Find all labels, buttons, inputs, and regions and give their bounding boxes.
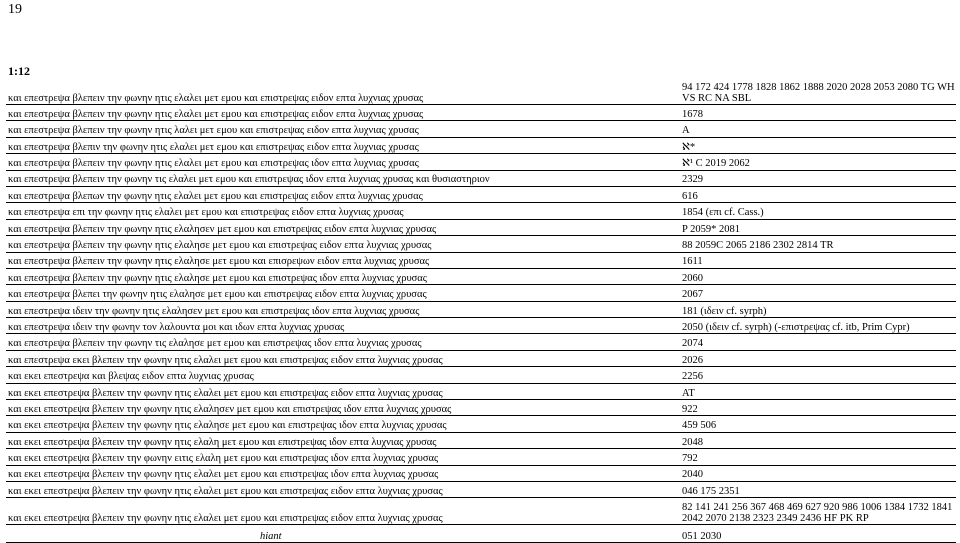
variant-row bbox=[6, 203, 956, 219]
variant-row bbox=[6, 121, 956, 137]
variant-text: και εκει επεστρεψα βλεπειν την φωνην ητις ελαλη μετ εμου και επιστρεψας ιδον επτα λυχνιας χρυσας bbox=[6, 432, 678, 448]
variant-text: και επεστρεψα βλεπειν την φωνην τις ελαλησε μετ εμου και επιστρεψας ιδον επτα λυχνιας χρυσας bbox=[6, 334, 678, 350]
witness-list: 82 141 241 256 367 468 469 627 920 986 1006 1384 1732 1841 2042 2070 2138 2323 2349 2436 HF PK RP bbox=[678, 498, 956, 525]
variant-row bbox=[6, 432, 956, 448]
witness-list: 2048 bbox=[678, 432, 956, 448]
variant-row bbox=[6, 318, 956, 334]
variant-row bbox=[6, 334, 956, 350]
variant-row bbox=[6, 236, 956, 252]
variant-text: και επεστρεψα βλεπειν την φωνην ητις ελαλησε μετ εμου και επισρεψων ειδον επτα λυχνιας χρυσας bbox=[6, 252, 678, 268]
variant-row bbox=[6, 285, 956, 301]
witness-list: 459 506 bbox=[678, 416, 956, 432]
variant-row bbox=[6, 252, 956, 268]
witness-list: A bbox=[678, 121, 956, 137]
variant-text: και εκει επεστρεψα βλεπειν την φωνην ητις ελαλησε μετ εμου και επιστρεψας ιδον επτα λυχνιας χρυσας bbox=[6, 416, 678, 432]
variant-row bbox=[6, 350, 956, 366]
variant-row bbox=[6, 367, 956, 383]
page-number: 19 bbox=[8, 2, 22, 17]
witness-list: 922 bbox=[678, 400, 956, 416]
variant-row bbox=[6, 481, 956, 497]
witness-list: 616 bbox=[678, 186, 956, 202]
witness-list: 2329 bbox=[678, 170, 956, 186]
witness-list: 94 172 424 1778 1828 1862 1888 2020 2028 2053 2080 TG WH VS RC NA SBL bbox=[678, 78, 956, 105]
variant-row bbox=[6, 154, 956, 170]
variant-text: και επεστρεψα βλεπων την φωνην ητις ελαλει μετ εμου και επιστρεψας ειδον επτα λυχνιας χρυσας bbox=[6, 186, 678, 202]
variant-row bbox=[6, 465, 956, 481]
variant-row bbox=[6, 105, 956, 121]
variant-text: και επεστρεψα βλεπιν την φωνην ητις ελαλει μετ εμου και επιστρεψας ειδον επτα λυχνιας χρυσας bbox=[6, 137, 678, 153]
variant-text: και επεστρεψα ιδειν την φωνην ητις ελαλησεν μετ εμου και επιστρεψας ιδον επτα λυχνιας χρυσας bbox=[6, 301, 678, 317]
variant-row bbox=[6, 170, 956, 186]
variant-text: και εκει επεστρεψα βλεπειν την φωνην ητις ελαλει μετ εμου και επιστρεψας ειδον επτα λυχνιας χρυσας bbox=[6, 481, 678, 497]
variant-text bbox=[6, 525, 678, 543]
variant-row bbox=[6, 383, 956, 399]
variant-text: και εκει επεστρεψα βλεπειν την φωνην ητις ελαλησεν μετ εμου και επιστρεψας ιδον επτα λυχνιας χρυσας bbox=[6, 400, 678, 416]
variant-row bbox=[6, 219, 956, 235]
witness-list: 181 (ιδειν cf. syrph) bbox=[678, 301, 956, 317]
variant-text: και επεστρεψα ιδειν την φωνην τον λαλουντα μοι και ιδων επτα λυχνιας χρυσας bbox=[6, 318, 678, 334]
witness-list: ℵ* bbox=[678, 137, 956, 153]
variant-row bbox=[6, 400, 956, 416]
variant-text: και επεστρεψα εκει βλεπειν την φωνην ητις ελαλει μετ εμου και επιστρεψας ειδον επτα λυχνιας χρυσας bbox=[6, 350, 678, 366]
variant-row bbox=[6, 525, 956, 543]
variant-text: και επεστρεψα βλεπειν την φωνην ητις ελαλησε μετ εμου και επιστρεψας ειδον επτα λυχνιας χρυσας bbox=[6, 236, 678, 252]
variant-row bbox=[6, 137, 956, 153]
witness-list: 051 2030 bbox=[678, 525, 956, 543]
witness-list: 046 175 2351 bbox=[678, 481, 956, 497]
witness-list: P 2059* 2081 bbox=[678, 219, 956, 235]
variant-text: και επεστρεψα βλεπειν την φωνην τις ελαλει μετ εμου και επιστρεψας ιδον επτα λυχνιας χρυσας και θυσιαστηριον bbox=[6, 170, 678, 186]
variant-text: και επεστρεψα βλεπειν την φωνην ητις ελαλησε μετ εμου και επιστρεψας ιδον επτα λυχνιας χρυσας bbox=[6, 268, 678, 284]
verse-reference: 1:12 bbox=[8, 64, 30, 78]
hiant-label: hiant bbox=[260, 530, 282, 542]
witness-list: 2050 (ιδειν cf. syrph) (-επιστρεψας cf. itb, Prim Cypr) bbox=[678, 318, 956, 334]
variant-text: και εκει επεστρεψα βλεπειν την φωνην ειτις ελαλη μετ εμου και επιστρεψας ιδον επτα λυχνιας χρυσας bbox=[6, 449, 678, 465]
variant-row bbox=[6, 186, 956, 202]
variant-text: και επεστρεψα βλεπει την φωνην ητις ελαλησε μετ εμου και επιστρεψας ειδον επτα λυχνιας χρυσας bbox=[6, 285, 678, 301]
variant-row bbox=[6, 78, 956, 105]
variant-text: και εκει επεστρεψα και βλεψας ειδον επτα λυχνιας χρυσας bbox=[6, 367, 678, 383]
witness-list: 2067 bbox=[678, 285, 956, 301]
witness-list: 1678 bbox=[678, 105, 956, 121]
witness-list: 792 bbox=[678, 449, 956, 465]
witness-list: 1854 (επι cf. Cass.) bbox=[678, 203, 956, 219]
witness-list: 2256 bbox=[678, 367, 956, 383]
witness-list: 88 2059C 2065 2186 2302 2814 TR bbox=[678, 236, 956, 252]
witness-list: 2074 bbox=[678, 334, 956, 350]
witness-list: 2060 bbox=[678, 268, 956, 284]
witness-list: 1611 bbox=[678, 252, 956, 268]
witness-list: 2040 bbox=[678, 465, 956, 481]
variant-row bbox=[6, 301, 956, 317]
witness-list: 2026 bbox=[678, 350, 956, 366]
variant-text: και εκει επεστρεψα βλεπειν την φωνην ητις ελαλει μετ εμου και επιστρεψας ειδον επτα λυχνιας χρυσας bbox=[6, 498, 678, 525]
variant-text: και εκει επεστρεψα βλεπειν την φωνην ητις ελαλει μετ εμου και επιστρεψας ειδον επτα λυχνιας χρυσας bbox=[6, 383, 678, 399]
witness-list: AT bbox=[678, 383, 956, 399]
variant-text: και επεστρεψα βλεπειν την φωνην ητις ελαλει μετ εμου και επιστρεψας ειδον επτα λυχνιας χρυσας bbox=[6, 105, 678, 121]
witness-list: ℵ¹ C 2019 2062 bbox=[678, 154, 956, 170]
variant-text: και επεστρεψα βλεπειν την φωνην ητις λαλει μετ εμου και επιστρεψας ειδον επτα λυχνιας χρυσας bbox=[6, 121, 678, 137]
variant-table bbox=[6, 78, 956, 543]
variant-row bbox=[6, 416, 956, 432]
variant-text: και εκει επεστρεψα βλεπειν την φωνην ητις ελαλει μετ εμου και επιστρεψας ιδον επτα λυχνιας χρυσας bbox=[6, 465, 678, 481]
variant-text: και επεστρεψα βλεπειν την φωνην ητις ελαλει μετ εμου και επιστρεψας ειδον επτα λυχνιας χρυσας bbox=[6, 78, 678, 105]
variant-row bbox=[6, 498, 956, 525]
variant-text: και επεστρεψα βλεπειν την φωνην ητις ελαλει μετ εμου και επιστρεψας ιδον επτα λυχνιας χρυσας bbox=[6, 154, 678, 170]
variant-row bbox=[6, 268, 956, 284]
variant-text: και επεστρεψα επι την φωνην ητις ελαλει μετ εμου και επιστρεψας ειδον επτα λυχνιας χρυσας bbox=[6, 203, 678, 219]
variant-row bbox=[6, 449, 956, 465]
variant-text: και επεστρεψα βλεπειν την φωνην ητις ελαλησεν μετ εμου και επιστρεψας ειδον επτα λυχνιας χρυσας bbox=[6, 219, 678, 235]
